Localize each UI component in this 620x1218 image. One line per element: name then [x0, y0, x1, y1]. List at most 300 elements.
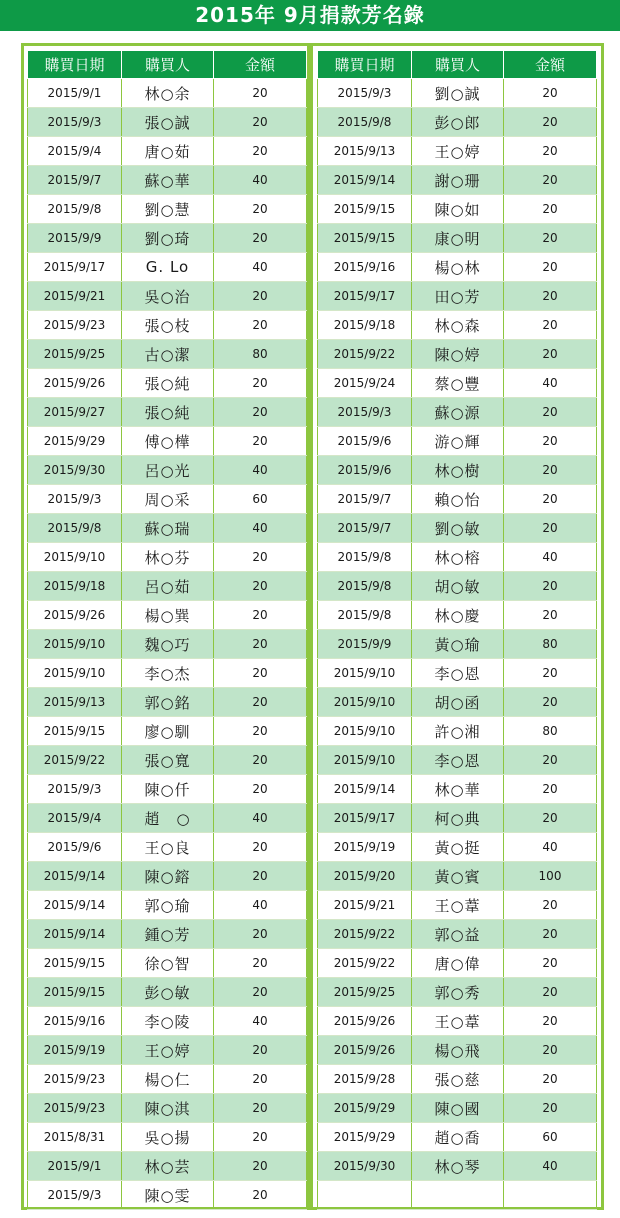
buyer-cell: 吳○治 — [122, 282, 214, 311]
buyer-cell: 趙 ○ — [122, 804, 214, 833]
buyer-cell: 張○寬 — [122, 746, 214, 775]
table-row — [28, 340, 307, 369]
date-cell: 2015/9/8 — [318, 108, 412, 137]
table-row — [28, 79, 307, 108]
buyer-cell: 林○慶 — [412, 601, 504, 630]
date-cell: 2015/9/22 — [318, 920, 412, 949]
amount-cell: 20 — [214, 1065, 307, 1094]
buyer-cell: 陳○如 — [412, 195, 504, 224]
date-cell: 2015/9/10 — [28, 659, 122, 688]
amount-cell: 20 — [504, 195, 597, 224]
buyer-cell: 黃○挺 — [412, 833, 504, 862]
date-cell: 2015/9/8 — [318, 543, 412, 572]
table-row — [318, 166, 597, 195]
amount-cell: 100 — [504, 862, 597, 891]
table-row — [28, 978, 307, 1007]
buyer-cell: 楊○巽 — [122, 601, 214, 630]
amount-cell: 20 — [214, 1094, 307, 1123]
buyer-cell: 劉○慧 — [122, 195, 214, 224]
table-row — [28, 1094, 307, 1123]
amount-cell: 20 — [214, 543, 307, 572]
buyer-cell: 康○明 — [412, 224, 504, 253]
date-cell: 2015/9/29 — [318, 1123, 412, 1152]
date-cell: 2015/9/30 — [28, 456, 122, 485]
date-cell: 2015/9/25 — [28, 340, 122, 369]
buyer-cell: 徐○智 — [122, 949, 214, 978]
amount-cell: 40 — [214, 166, 307, 195]
date-cell: 2015/9/18 — [318, 311, 412, 340]
date-cell: 2015/9/22 — [318, 340, 412, 369]
table-row — [28, 311, 307, 340]
buyer-cell: 郭○秀 — [412, 978, 504, 1007]
amount-cell: 40 — [214, 456, 307, 485]
buyer-cell: 陳○雯 — [122, 1181, 214, 1210]
amount-cell: 20 — [214, 1036, 307, 1065]
table-row — [318, 1094, 597, 1123]
amount-cell: 20 — [214, 1181, 307, 1210]
buyer-cell: 趙○喬 — [412, 1123, 504, 1152]
table-row — [28, 108, 307, 137]
table-row — [28, 485, 307, 514]
buyer-cell: 郭○益 — [412, 920, 504, 949]
buyer-cell: 林○琴 — [412, 1152, 504, 1181]
amount-cell: 20 — [504, 949, 597, 978]
date-cell: 2015/9/26 — [28, 601, 122, 630]
amount-cell: 60 — [504, 1123, 597, 1152]
buyer-cell: 彭○郎 — [412, 108, 504, 137]
amount-cell: 20 — [504, 978, 597, 1007]
table-row — [318, 891, 597, 920]
table-row — [318, 79, 597, 108]
amount-cell: 40 — [504, 833, 597, 862]
header-date: 購買日期 — [318, 51, 412, 79]
table-row — [28, 746, 307, 775]
table-row — [28, 1152, 307, 1181]
table-row — [28, 659, 307, 688]
amount-cell: 20 — [504, 485, 597, 514]
amount-cell: 80 — [504, 717, 597, 746]
buyer-cell: 胡○函 — [412, 688, 504, 717]
buyer-cell: 陳○國 — [412, 1094, 504, 1123]
date-cell: 2015/9/29 — [318, 1094, 412, 1123]
amount-cell: 40 — [214, 253, 307, 282]
date-cell: 2015/9/1 — [28, 1152, 122, 1181]
buyer-cell: 王○良 — [122, 833, 214, 862]
amount-cell: 20 — [214, 1123, 307, 1152]
amount-cell: 20 — [214, 427, 307, 456]
header-row — [28, 51, 307, 79]
amount-cell: 20 — [504, 514, 597, 543]
amount-cell: 60 — [214, 485, 307, 514]
date-cell: 2015/9/10 — [318, 688, 412, 717]
date-cell: 2015/9/16 — [318, 253, 412, 282]
amount-cell: 20 — [504, 775, 597, 804]
amount-cell: 20 — [504, 398, 597, 427]
amount-cell: 20 — [504, 456, 597, 485]
table-row — [28, 137, 307, 166]
amount-cell: 20 — [504, 340, 597, 369]
table-row — [318, 253, 597, 282]
amount-cell: 20 — [504, 1094, 597, 1123]
date-cell: 2015/9/26 — [318, 1007, 412, 1036]
amount-cell: 40 — [504, 369, 597, 398]
table-row — [318, 572, 597, 601]
buyer-cell: 魏○巧 — [122, 630, 214, 659]
amount-cell: 40 — [504, 543, 597, 572]
date-cell: 2015/9/3 — [318, 398, 412, 427]
table-row — [28, 862, 307, 891]
date-cell: 2015/9/10 — [318, 746, 412, 775]
amount-cell: 20 — [214, 282, 307, 311]
table-row — [318, 311, 597, 340]
amount-cell: 20 — [214, 601, 307, 630]
date-cell: 2015/9/17 — [28, 253, 122, 282]
buyer-cell: 唐○茹 — [122, 137, 214, 166]
amount-cell: 20 — [504, 253, 597, 282]
buyer-cell: 張○誠 — [122, 108, 214, 137]
table-row — [318, 1065, 597, 1094]
date-cell: 2015/9/9 — [28, 224, 122, 253]
amount-cell: 20 — [504, 804, 597, 833]
date-cell: 2015/9/21 — [318, 891, 412, 920]
table-row — [28, 572, 307, 601]
amount-cell: 20 — [214, 717, 307, 746]
buyer-cell: 郭○瑜 — [122, 891, 214, 920]
date-cell: 2015/9/6 — [318, 456, 412, 485]
amount-cell: 20 — [504, 746, 597, 775]
table-row — [318, 717, 597, 746]
buyer-cell: 鍾○芳 — [122, 920, 214, 949]
date-cell: 2015/9/13 — [318, 137, 412, 166]
amount-cell: 20 — [504, 1007, 597, 1036]
table-row — [28, 543, 307, 572]
table-row — [318, 1123, 597, 1152]
date-cell: 2015/9/18 — [28, 572, 122, 601]
amount-cell: 20 — [504, 688, 597, 717]
table-row — [318, 514, 597, 543]
buyer-cell: 林○芸 — [122, 1152, 214, 1181]
buyer-cell: 劉○誠 — [412, 79, 504, 108]
amount-cell: 20 — [214, 630, 307, 659]
amount-cell: 20 — [214, 746, 307, 775]
amount-cell: 20 — [504, 79, 597, 108]
table-row — [28, 166, 307, 195]
header-amount: 金額 — [504, 51, 597, 79]
date-cell: 2015/9/25 — [318, 978, 412, 1007]
date-cell: 2015/9/15 — [28, 949, 122, 978]
table-row — [28, 630, 307, 659]
buyer-cell: 張○枝 — [122, 311, 214, 340]
table-row — [318, 601, 597, 630]
buyer-cell: 呂○光 — [122, 456, 214, 485]
date-cell: 2015/9/22 — [318, 949, 412, 978]
amount-cell: 20 — [504, 282, 597, 311]
header-buyer: 購買人 — [122, 51, 214, 79]
date-cell: 2015/9/17 — [318, 804, 412, 833]
date-cell: 2015/9/10 — [28, 543, 122, 572]
table-row — [28, 1123, 307, 1152]
date-cell: 2015/9/14 — [28, 891, 122, 920]
table-row — [318, 775, 597, 804]
buyer-cell: 傅○樺 — [122, 427, 214, 456]
table-row — [28, 1007, 307, 1036]
table-row — [318, 224, 597, 253]
table-row — [28, 833, 307, 862]
date-cell: 2015/9/14 — [28, 862, 122, 891]
table-row — [318, 630, 597, 659]
table-row — [28, 427, 307, 456]
table-row — [318, 746, 597, 775]
buyer-cell: 吳○揚 — [122, 1123, 214, 1152]
amount-cell: 20 — [214, 920, 307, 949]
amount-cell: 40 — [214, 804, 307, 833]
table-row — [28, 514, 307, 543]
amount-cell: 20 — [504, 601, 597, 630]
table-row — [28, 369, 307, 398]
buyer-cell: 田○芳 — [412, 282, 504, 311]
header-amount: 金額 — [214, 51, 307, 79]
header-date: 購買日期 — [28, 51, 122, 79]
table-row — [28, 224, 307, 253]
buyer-cell: G. Lo — [122, 253, 214, 282]
table-row — [28, 282, 307, 311]
date-cell: 2015/9/26 — [318, 1036, 412, 1065]
buyer-cell: 王○婷 — [412, 137, 504, 166]
table-row — [28, 601, 307, 630]
date-cell: 2015/9/30 — [318, 1152, 412, 1181]
table-row — [318, 427, 597, 456]
date-cell: 2015/9/19 — [318, 833, 412, 862]
amount-cell: 20 — [214, 833, 307, 862]
amount-cell: 20 — [504, 572, 597, 601]
buyer-cell: 黃○瑜 — [412, 630, 504, 659]
date-cell: 2015/9/23 — [28, 1094, 122, 1123]
buyer-cell: 李○陵 — [122, 1007, 214, 1036]
buyer-cell: 王○葦 — [412, 1007, 504, 1036]
date-cell: 2015/9/24 — [318, 369, 412, 398]
buyer-cell: 陳○婷 — [412, 340, 504, 369]
buyer-cell: 林○樹 — [412, 456, 504, 485]
amount-cell: 20 — [214, 949, 307, 978]
date-cell: 2015/9/15 — [318, 195, 412, 224]
buyer-cell: 陳○鎔 — [122, 862, 214, 891]
amount-cell: 80 — [504, 630, 597, 659]
date-cell: 2015/9/9 — [318, 630, 412, 659]
date-cell: 2015/9/8 — [28, 514, 122, 543]
buyer-cell: 唐○偉 — [412, 949, 504, 978]
amount-cell: 20 — [504, 224, 597, 253]
buyer-cell: 陳○仟 — [122, 775, 214, 804]
buyer-cell: 賴○怡 — [412, 485, 504, 514]
date-cell: 2015/9/23 — [28, 1065, 122, 1094]
date-cell: 2015/9/16 — [28, 1007, 122, 1036]
header-row — [318, 51, 597, 79]
table-row — [318, 456, 597, 485]
date-cell: 2015/9/3 — [28, 775, 122, 804]
amount-cell: 20 — [214, 311, 307, 340]
date-cell: 2015/9/14 — [318, 166, 412, 195]
table-row — [318, 282, 597, 311]
table-row — [28, 253, 307, 282]
date-cell: 2015/9/15 — [28, 978, 122, 1007]
date-cell: 2015/9/8 — [318, 601, 412, 630]
amount-cell: 20 — [504, 659, 597, 688]
table-row — [28, 456, 307, 485]
amount-cell: 40 — [214, 514, 307, 543]
column-divider — [307, 43, 313, 1210]
amount-cell: 40 — [214, 1007, 307, 1036]
amount-cell: 20 — [214, 775, 307, 804]
date-cell: 2015/9/10 — [28, 630, 122, 659]
date-cell: 2015/9/17 — [318, 282, 412, 311]
table-row — [28, 688, 307, 717]
buyer-cell: 林○華 — [412, 775, 504, 804]
table-row — [318, 659, 597, 688]
date-cell: 2015/9/8 — [28, 195, 122, 224]
date-cell: 2015/9/7 — [28, 166, 122, 195]
amount-cell: 20 — [504, 311, 597, 340]
buyer-cell: 蘇○瑞 — [122, 514, 214, 543]
table-row — [318, 1007, 597, 1036]
buyer-cell: 劉○琦 — [122, 224, 214, 253]
buyer-cell: 張○慈 — [412, 1065, 504, 1094]
date-cell: 2015/9/8 — [318, 572, 412, 601]
buyer-cell — [412, 1181, 504, 1210]
date-cell: 2015/9/3 — [318, 79, 412, 108]
buyer-cell: 呂○茹 — [122, 572, 214, 601]
amount-cell: 80 — [214, 340, 307, 369]
date-cell: 2015/9/7 — [318, 485, 412, 514]
table-row — [318, 1036, 597, 1065]
table-row — [318, 949, 597, 978]
amount-cell: 40 — [504, 1152, 597, 1181]
date-cell: 2015/9/15 — [318, 224, 412, 253]
amount-cell: 20 — [504, 108, 597, 137]
date-cell: 2015/9/6 — [318, 427, 412, 456]
date-cell: 2015/9/14 — [28, 920, 122, 949]
amount-cell: 20 — [214, 369, 307, 398]
table-row — [28, 398, 307, 427]
buyer-cell: 黃○賓 — [412, 862, 504, 891]
amount-cell: 20 — [214, 572, 307, 601]
buyer-cell: 李○恩 — [412, 746, 504, 775]
amount-cell: 20 — [504, 891, 597, 920]
header-buyer: 購買人 — [412, 51, 504, 79]
amount-cell: 20 — [214, 108, 307, 137]
page-title: 2015年 9月捐款芳名錄 — [0, 0, 620, 31]
date-cell: 2015/9/22 — [28, 746, 122, 775]
buyer-cell: 廖○馴 — [122, 717, 214, 746]
amount-cell: 20 — [214, 659, 307, 688]
buyer-cell: 林○森 — [412, 311, 504, 340]
table-row — [318, 398, 597, 427]
table-row — [28, 949, 307, 978]
date-cell: 2015/9/19 — [28, 1036, 122, 1065]
buyer-cell: 楊○飛 — [412, 1036, 504, 1065]
table-row — [318, 920, 597, 949]
buyer-cell: 楊○仁 — [122, 1065, 214, 1094]
table-row — [318, 1152, 597, 1181]
amount-cell: 20 — [504, 920, 597, 949]
buyer-cell: 許○湘 — [412, 717, 504, 746]
table-row — [28, 1065, 307, 1094]
date-cell: 2015/9/3 — [28, 108, 122, 137]
buyer-cell: 柯○典 — [412, 804, 504, 833]
buyer-cell: 游○輝 — [412, 427, 504, 456]
amount-cell: 20 — [214, 978, 307, 1007]
donation-table-left — [27, 50, 307, 1210]
date-cell: 2015/9/29 — [28, 427, 122, 456]
table-row — [318, 804, 597, 833]
amount-cell — [504, 1181, 597, 1210]
table-row — [318, 369, 597, 398]
buyer-cell: 李○杰 — [122, 659, 214, 688]
buyer-cell: 王○婷 — [122, 1036, 214, 1065]
table-row — [318, 137, 597, 166]
amount-cell: 20 — [214, 224, 307, 253]
donation-table-right — [317, 50, 597, 1210]
buyer-cell: 陳○淇 — [122, 1094, 214, 1123]
amount-cell: 20 — [504, 1036, 597, 1065]
buyer-cell: 蘇○華 — [122, 166, 214, 195]
table-row — [318, 1181, 597, 1210]
date-cell: 2015/9/4 — [28, 137, 122, 166]
buyer-cell: 周○采 — [122, 485, 214, 514]
table-row — [28, 891, 307, 920]
buyer-cell: 彭○敏 — [122, 978, 214, 1007]
amount-cell: 20 — [504, 427, 597, 456]
table-row — [28, 717, 307, 746]
date-cell: 2015/9/27 — [28, 398, 122, 427]
table-row — [28, 195, 307, 224]
buyer-cell: 張○純 — [122, 398, 214, 427]
table-row — [318, 108, 597, 137]
table-row — [318, 862, 597, 891]
date-cell: 2015/9/1 — [28, 79, 122, 108]
buyer-cell: 古○潔 — [122, 340, 214, 369]
table-row — [28, 1036, 307, 1065]
amount-cell: 20 — [214, 862, 307, 891]
table-row — [28, 804, 307, 833]
date-cell: 2015/9/4 — [28, 804, 122, 833]
date-cell: 2015/9/7 — [318, 514, 412, 543]
buyer-cell: 林○芬 — [122, 543, 214, 572]
table-row — [318, 195, 597, 224]
amount-cell: 20 — [214, 137, 307, 166]
buyer-cell: 李○恩 — [412, 659, 504, 688]
buyer-cell: 蔡○豐 — [412, 369, 504, 398]
date-cell: 2015/9/3 — [28, 485, 122, 514]
amount-cell: 20 — [504, 1065, 597, 1094]
date-cell: 2015/9/3 — [28, 1181, 122, 1210]
date-cell: 2015/9/14 — [318, 775, 412, 804]
buyer-cell: 王○葦 — [412, 891, 504, 920]
table-row — [318, 688, 597, 717]
buyer-cell: 林○榕 — [412, 543, 504, 572]
amount-cell: 20 — [214, 79, 307, 108]
table-row — [318, 485, 597, 514]
table-row — [318, 978, 597, 1007]
date-cell: 2015/9/10 — [318, 717, 412, 746]
table-row — [28, 775, 307, 804]
date-cell: 2015/9/26 — [28, 369, 122, 398]
amount-cell: 40 — [214, 891, 307, 920]
date-cell: 2015/9/21 — [28, 282, 122, 311]
buyer-cell: 郭○銘 — [122, 688, 214, 717]
date-cell: 2015/9/20 — [318, 862, 412, 891]
amount-cell: 20 — [504, 166, 597, 195]
table-row — [318, 340, 597, 369]
